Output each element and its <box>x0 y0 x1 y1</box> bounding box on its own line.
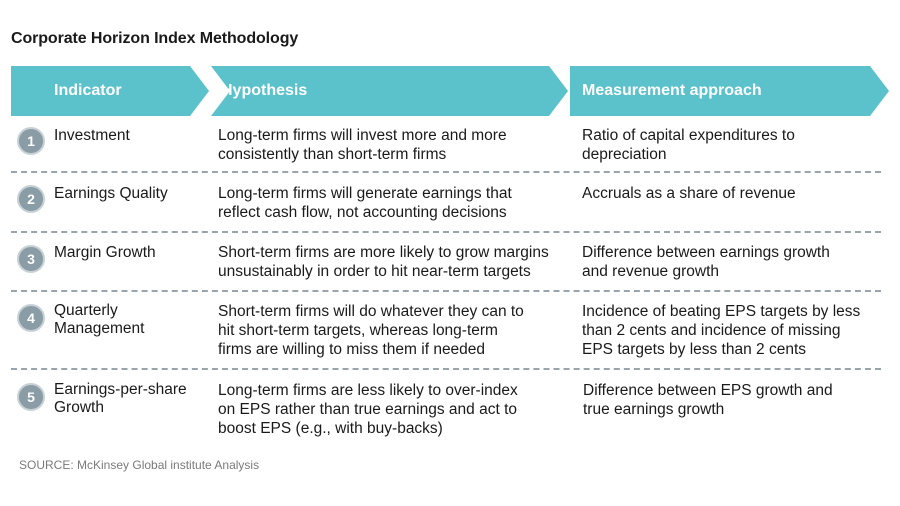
source-note: SOURCE: McKinsey Global institute Analysis <box>19 458 260 472</box>
row-number-badge: 2 <box>17 185 45 213</box>
measurement-cell: Difference between earnings growth and revenue growth <box>582 244 830 280</box>
hypothesis-cell: Long-term firms will generate earnings that reflect cash flow, not accounting decisions <box>218 185 512 221</box>
row-divider <box>11 231 881 233</box>
page-title: Corporate Horizon Index Methodology <box>11 30 299 47</box>
header-hypothesis: Hypothesis <box>221 82 308 99</box>
indicator-cell: Earnings-per-share Growth <box>54 381 187 416</box>
measurement-cell: Ratio of capital expenditures to depreciation <box>582 127 795 163</box>
measurement-cell: Difference between EPS growth and true earnings growth <box>583 382 833 418</box>
row-number-badge: 4 <box>17 304 45 332</box>
header-measurement: Measurement approach <box>582 82 762 99</box>
measurement-cell: Accruals as a share of revenue <box>582 185 796 202</box>
table-header-arrows <box>0 0 900 120</box>
measurement-cell: Incidence of beating EPS targets by less than 2 cents and incidence of missing EPS targets by less than 2 cents <box>582 303 861 358</box>
indicator-cell: Margin Growth <box>54 244 156 261</box>
hypothesis-cell: Short-term firms are more likely to grow margins unsustainably in order to hit near-term targets <box>218 244 549 280</box>
hypothesis-cell: Long-term firms will invest more and more consistently than short-term firms <box>218 127 507 163</box>
row-number-badge: 1 <box>17 127 45 155</box>
indicator-cell: Investment <box>54 127 130 144</box>
hypothesis-cell: Long-term firms are less likely to over-index on EPS rather than true earnings and act to boost EPS (e.g., with buy-backs) <box>218 382 518 437</box>
row-divider <box>11 171 881 173</box>
indicator-cell: Quarterly Management <box>54 302 145 337</box>
row-divider <box>11 368 881 370</box>
row-divider <box>11 290 881 292</box>
row-number-badge: 3 <box>17 245 45 273</box>
header-indicator: Indicator <box>54 82 122 99</box>
row-number-badge: 5 <box>17 383 45 411</box>
hypothesis-cell: Short-term firms will do whatever they can to hit short-term targets, whereas long-term firms are willing to miss them if needed <box>218 303 524 358</box>
indicator-cell: Earnings Quality <box>54 185 168 202</box>
